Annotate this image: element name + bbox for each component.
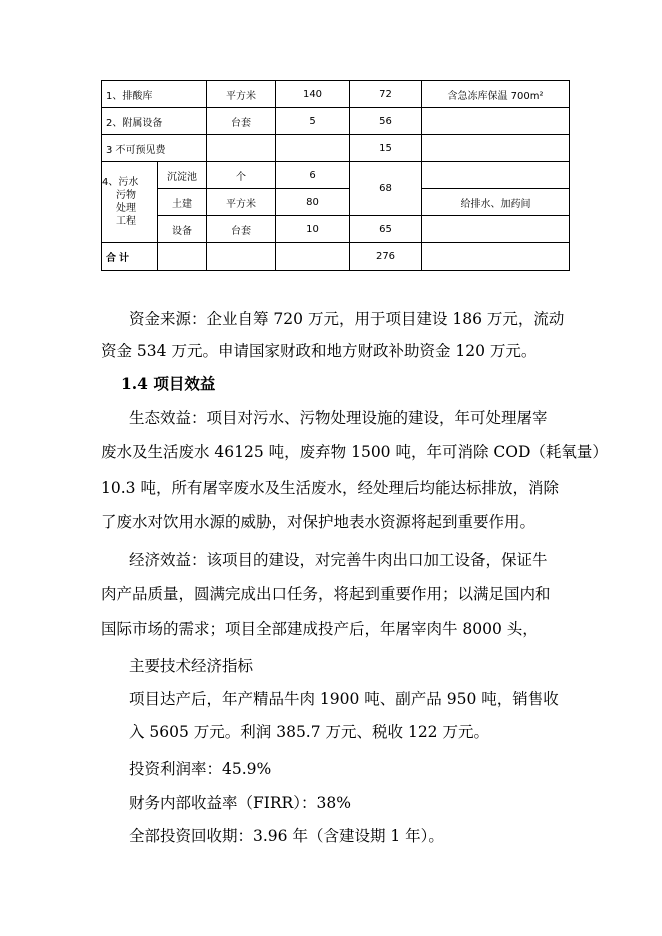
table-cell: 个	[207, 162, 276, 189]
table-cell: 2、附属设备	[102, 108, 207, 135]
total-cost: 276	[350, 243, 422, 271]
table-cell: 56	[350, 108, 422, 135]
table-cell	[207, 135, 276, 162]
table-cell: 5	[276, 108, 350, 135]
paragraph-line: 全部投资回收期：3.96 年（含建设期 1 年）。	[129, 827, 444, 845]
table-cell: 台套	[207, 108, 276, 135]
table-cell: 6	[276, 162, 350, 189]
paragraph-line: 经济效益：该项目的建设，对完善牛肉出口加工设备，保证牛	[129, 551, 548, 569]
table-cell: 设备	[158, 216, 207, 243]
table-cell	[422, 216, 570, 243]
table-cell: 15	[350, 135, 422, 162]
table-cell: 土建	[158, 189, 207, 216]
table-cell: 80	[276, 189, 350, 216]
table-cell: 含急冻库保温 700m²	[422, 81, 570, 108]
paragraph-line: 生态效益：项目对污水、污物处理设施的建设，年可处理屠宰	[129, 409, 548, 427]
table-total-row	[102, 243, 570, 271]
paragraph-line: 了废水对饮用水源的威胁，对保护地表水资源将起到重要作用。	[101, 513, 536, 531]
table-cell: 65	[350, 216, 422, 243]
group-label-line: 污物	[116, 190, 136, 201]
table-cell: 72	[350, 81, 422, 108]
table-cell	[422, 162, 570, 189]
table-cell: 沉淀池	[158, 162, 207, 189]
paragraph-line: 资金 534 万元。申请国家财政和地方财政补助资金 120 万元。	[101, 342, 537, 360]
paragraph-line: 入 5605 万元。利润 385.7 万元、税收 122 万元。	[129, 723, 489, 741]
table-cell: 1、排酸库	[102, 81, 207, 108]
table-row	[102, 135, 570, 162]
table-row	[102, 189, 570, 216]
table-cell	[207, 243, 276, 271]
paragraph-line: 国际市场的需求；项目全部建成投产后，年屠宰肉牛 8000 头，	[101, 620, 538, 638]
paragraph-line: 主要技术经济指标	[129, 657, 254, 675]
table-row	[102, 81, 570, 108]
paragraph-line: 肉产品质量，圆满完成出口任务，将起到重要作用；以满足国内和	[101, 585, 551, 603]
total-label: 合计	[102, 243, 158, 271]
table-cell: 台套	[207, 216, 276, 243]
table-cell: 给排水、加药间	[422, 189, 570, 216]
paragraph-line: 10.3 吨，所有屠宰废水及生活废水，经处理后均能达标排放，消除	[101, 479, 559, 497]
table-cell	[276, 243, 350, 271]
table-cell: 平方米	[207, 81, 276, 108]
group-label-cell	[102, 162, 158, 243]
paragraph-line: 财务内部收益率（FIRR）：38%	[129, 794, 351, 812]
table-cell: 68	[350, 162, 422, 216]
table-cell: 10	[276, 216, 350, 243]
group-label-line: 处理	[116, 203, 136, 214]
table-row	[102, 162, 570, 189]
group-label-line: 4、污水	[102, 177, 139, 188]
table-cell	[422, 135, 570, 162]
table-row	[102, 216, 570, 243]
group-label-line: 工程	[116, 216, 136, 227]
table-cell	[276, 135, 350, 162]
paragraph-line: 项目达产后，年产精品牛肉 1900 吨、副产品 950 吨，销售收	[129, 690, 559, 708]
table-cell	[422, 108, 570, 135]
table-cell: 3 不可预见费	[102, 135, 207, 162]
table-cell: 平方米	[207, 189, 276, 216]
table-cell: 140	[276, 81, 350, 108]
paragraph-line: 废水及生活废水 46125 吨，废弃物 1500 吨，年可消除 COD（耗氧量）	[101, 443, 608, 461]
section-heading: 1.4 项目效益	[121, 374, 216, 393]
table-cell	[158, 243, 207, 271]
paragraph-line: 投资利润率：45.9%	[129, 760, 272, 778]
table-cell	[422, 243, 570, 271]
investment-table	[101, 80, 570, 271]
table-row	[102, 108, 570, 135]
paragraph-line: 资金来源：企业自筹 720 万元，用于项目建设 186 万元，流动	[129, 310, 565, 328]
